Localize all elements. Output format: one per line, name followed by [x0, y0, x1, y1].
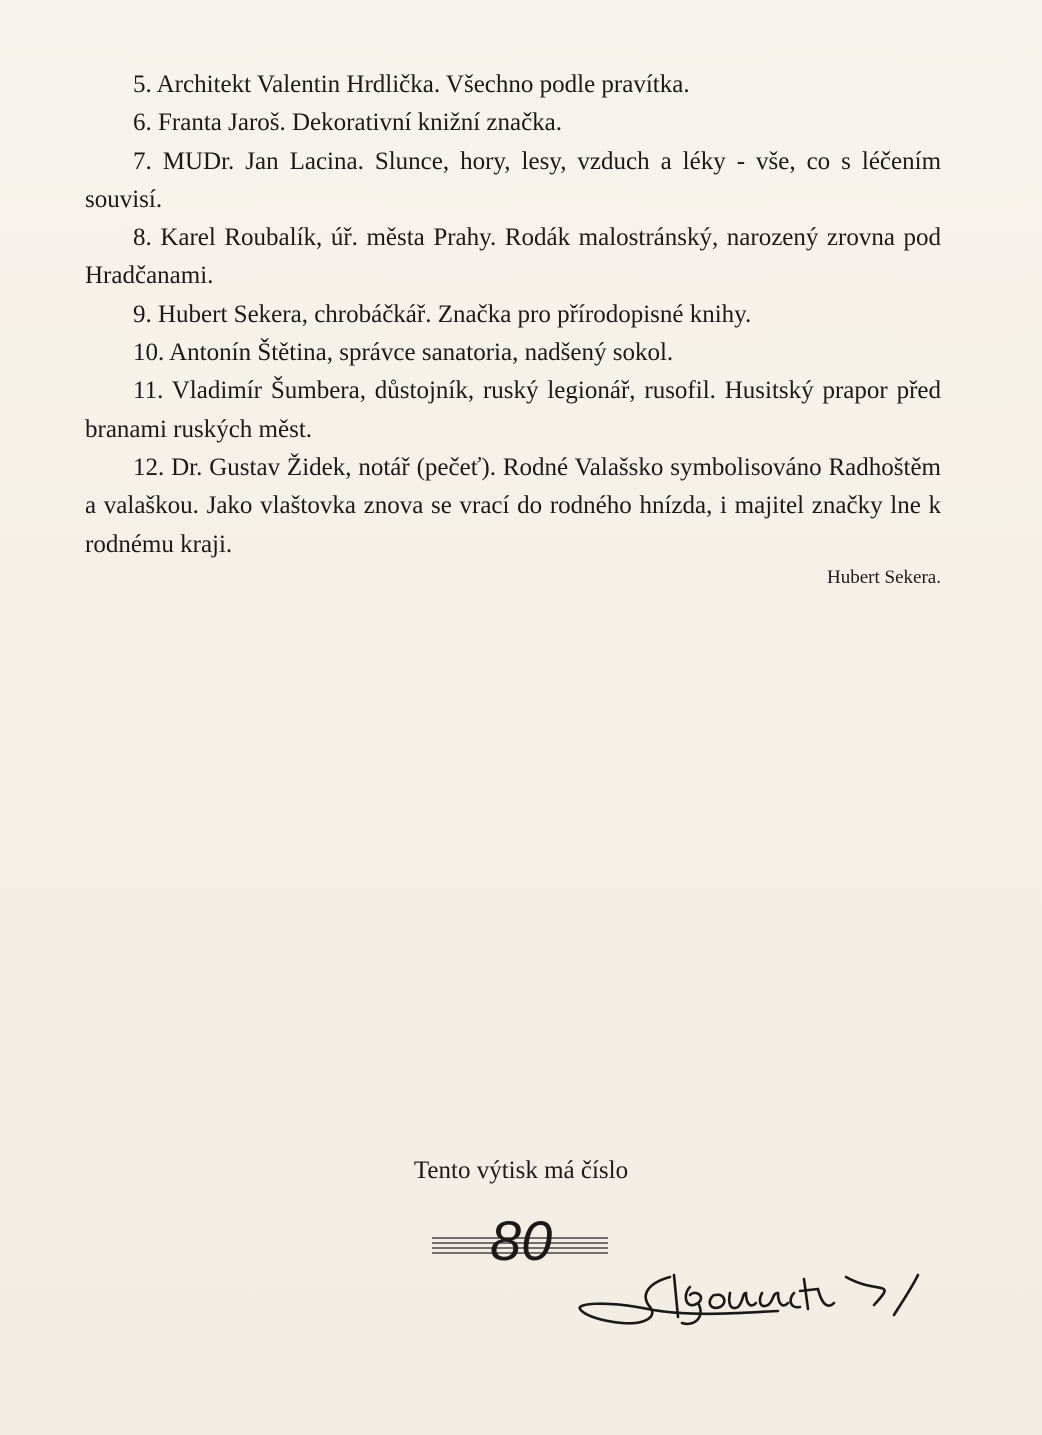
item-text: Vladimír Šumbera, důstojník, ruský legionář, rusofil. Husitský prapor před branami ruských měst.: [85, 377, 941, 443]
copy-number-lines: [432, 1208, 608, 1266]
item-number: 12.: [133, 453, 165, 481]
copy-number: 80: [490, 1209, 553, 1266]
item-number: 6.: [133, 109, 152, 137]
item-number: 11.: [133, 377, 164, 405]
list-item: [85, 143, 941, 220]
signature-icon: [578, 1265, 928, 1345]
item-number: 7.: [133, 147, 152, 175]
list-item: [85, 449, 941, 564]
item-number: 5.: [133, 71, 152, 98]
item-text: Dr. Gustav Židek, notář (pečeť). Rodné Valašsko symbolisováno Radhoštěm a valaškou. Jako vlaštovka znova se vrací do rodného hnízda, i majitel značky lne k rodnému kraji.: [85, 453, 941, 558]
item-number: 10.: [133, 339, 165, 367]
copy-number-field: [432, 1208, 608, 1266]
item-number: 8.: [133, 224, 152, 252]
item-text: Antonín Štětina, správce sanatoria, nadšený sokol.: [169, 339, 674, 367]
item-text: Karel Roubalík, úř. města Prahy. Rodák malostránský, narozený zrovna pod Hradčanami.: [85, 224, 941, 290]
list-item: [85, 66, 941, 104]
list-item: [85, 372, 941, 449]
copy-number-label: Tento výtisk má číslo: [413, 1157, 629, 1184]
author-signature-line: Hubert Sekera.: [827, 566, 941, 588]
item-text: Hubert Sekera, chrobáčkář. Značka pro přírodopisné knihy.: [158, 300, 752, 328]
item-text: Franta Jaroš. Dekorativní knižní značka.: [158, 109, 563, 137]
bookplate-list: [85, 66, 941, 592]
handwritten-signature: [578, 1265, 928, 1345]
item-text: MUDr. Jan Lacina. Slunce, hory, lesy, vzduch a léky - vše, co s léčením souvisí.: [85, 147, 942, 213]
item-text: Architekt Valentin Hrdlička. Všechno podle pravítka.: [156, 71, 690, 98]
list-item: [85, 334, 941, 372]
list-item: [85, 219, 941, 296]
list-item: [85, 296, 941, 334]
item-number: 9.: [133, 300, 152, 328]
list-item: [85, 104, 941, 142]
